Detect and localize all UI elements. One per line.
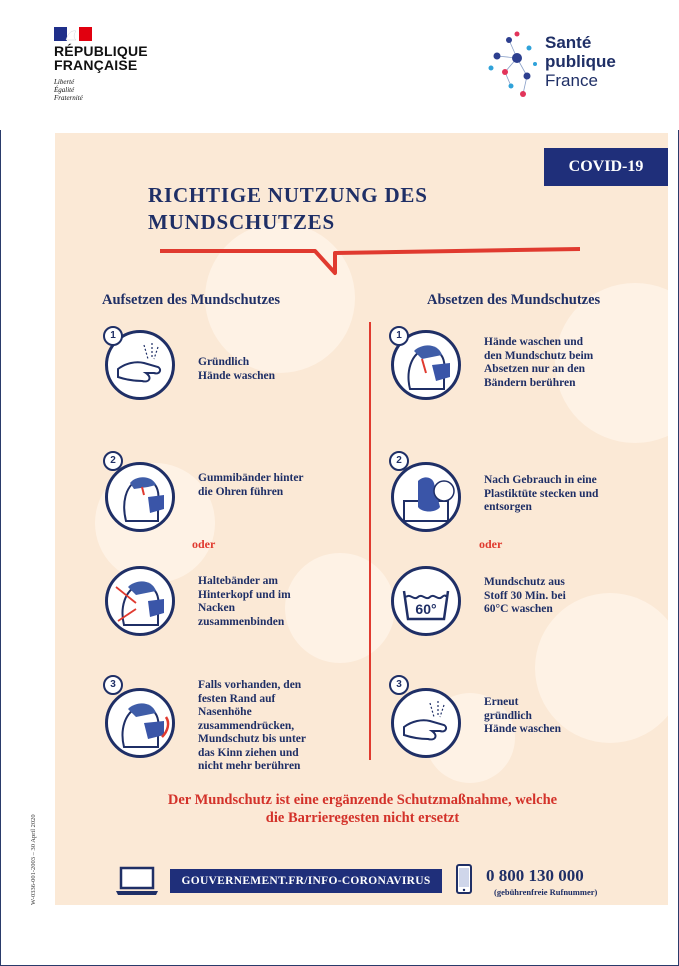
step-number: 3	[103, 675, 123, 695]
hand-washing-icon	[391, 688, 461, 758]
step-number: 3	[389, 675, 409, 695]
ear-loops-icon	[105, 462, 175, 532]
tie-straps-icon	[105, 566, 175, 636]
wash-60-label: 60°	[415, 601, 437, 617]
right-step1-text: Hände waschen und den Mundschutz beim Absetzen nur an den Bändern berühren	[484, 336, 594, 389]
poster-title	[148, 182, 428, 236]
virus-decoration	[285, 553, 395, 663]
spf-line3: France	[545, 71, 598, 90]
marianne-flag-icon	[54, 27, 92, 41]
republique-francaise-name	[54, 44, 148, 72]
step-number: 2	[103, 451, 123, 471]
right-oder: oder	[479, 537, 503, 551]
step-number: 1	[389, 326, 409, 346]
rf-name-line2: FRANÇAISE	[54, 57, 138, 73]
right-step3-text: Erneut gründlich Hände waschen	[484, 696, 561, 735]
rf-name-line1: RÉPUBLIQUE	[54, 43, 148, 59]
left-step2b-text: Haltebänder am Hinterkopf und im Nacken zusammenbinden	[198, 575, 291, 628]
wash-60-icon	[391, 566, 461, 636]
phone-icon	[456, 864, 472, 894]
step-number: 1	[103, 326, 123, 346]
plastic-bag-icon	[391, 462, 461, 532]
warning-notice	[105, 791, 620, 827]
header	[0, 0, 679, 130]
column-divider	[369, 322, 371, 760]
put-on-heading: Aufsetzen des Mundschutzes	[102, 292, 281, 308]
title-line1: RICHTIGE NUTZUNG DES	[148, 183, 428, 207]
motto-egalite: Égalité	[54, 86, 75, 94]
laptop-icon	[116, 866, 158, 896]
motto-fraternite: Fraternité	[54, 94, 83, 102]
sante-publique-logo-icon	[487, 28, 547, 104]
notice-line2: die Barrieregesten nicht ersetzt	[265, 810, 460, 826]
right-step2-text: Nach Gebrauch in eine Plastiktüte stecken und entsorgen	[484, 474, 599, 513]
left-step1-text: Gründlich Hände waschen	[198, 356, 275, 382]
title-line2: MUNDSCHUTZES	[148, 210, 335, 234]
hotline-note: (gebührenfreie Rufnummer)	[494, 887, 598, 897]
left-step2-text: Gummibänder hinter die Ohren führen	[198, 472, 304, 498]
spf-line2: publique	[545, 52, 616, 71]
document-reference: W-0336-001-2003 – 30 April 2020	[30, 814, 37, 905]
covid-badge: COVID-19	[544, 148, 668, 186]
right-step2b-text: Mundschutz aus Stoff 30 Min. bei 60°C waschen	[484, 576, 566, 615]
speech-bubble-underline	[160, 243, 580, 283]
left-oder: oder	[192, 537, 216, 551]
sante-publique-name	[545, 33, 616, 90]
pinch-nose-icon	[105, 688, 175, 758]
notice-line1: Der Mundschutz ist eine ergänzende Schutzmaßnahme, welche	[167, 792, 558, 808]
info-url-link[interactable]: GOUVERNEMENT.FR/INFO-CORONAVIRUS	[170, 869, 442, 893]
spf-line1: Santé	[545, 33, 592, 52]
left-step3-text: Falls vorhanden, den festen Rand auf Nasenhöhe zusammendrücken, Mundschutz bis unter das Kinn ziehen und nicht mehr berühren	[198, 679, 306, 772]
hotline-number: 0 800 130 000	[486, 866, 584, 885]
step-number: 2	[389, 451, 409, 471]
republique-motto	[54, 78, 83, 102]
motto-liberte: Liberté	[54, 78, 75, 86]
take-off-heading: Absetzen des Mundschutzes	[427, 292, 601, 308]
